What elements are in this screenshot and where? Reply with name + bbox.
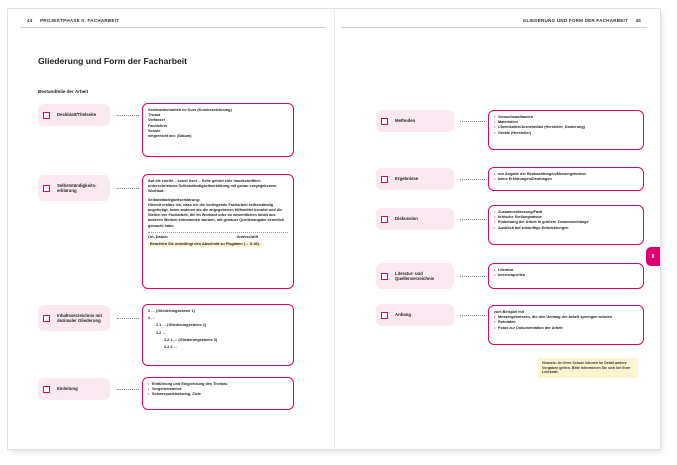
checkbox-diskussion[interactable] bbox=[381, 216, 388, 223]
label-diskussion-text: Diskussion bbox=[395, 216, 418, 222]
section-tab[interactable]: II bbox=[646, 247, 660, 266]
label-selbststaendigkeitserklaerung-text: Selbstständigkeits- erklärung bbox=[57, 182, 97, 193]
deckblatt-line: Verfasser bbox=[148, 118, 166, 123]
content-box-literaturverzeichnis bbox=[488, 263, 644, 289]
list-item: • Fotos zur Dokumentation der Arbeit bbox=[494, 326, 638, 331]
left-header-rule bbox=[20, 27, 326, 28]
checkbox-ergebnisse[interactable] bbox=[381, 176, 388, 183]
list-item: • Chemikalien/Arzneimittel (Hersteller, Dosierung) bbox=[494, 125, 638, 130]
label-literaturverzeichnis-text: Literatur- und Quellenverzeichnis bbox=[395, 270, 435, 281]
list-item: • Internetquellen bbox=[494, 273, 638, 278]
outline-level-1: 2 … bbox=[148, 316, 155, 321]
outline-level-2: 2.2 … bbox=[156, 330, 167, 335]
list-item: • Ausblick auf zukünftige Entwicklungen bbox=[494, 226, 638, 231]
content-box-methoden bbox=[488, 110, 644, 150]
declaration-example-text: Hiermit erkläre ich, dass ich die vorliegende Facharbeit selbstständig angefertigt, keine anderen als die angegebenen Hilfsmittel benutzt und die Stellen der Facharbeit, die im Wortlaut oder im wesentlichen Inhalt aus anderen Werken entnommen wurden, mit genauer Quellenangabe kenntlich gemacht habe. bbox=[148, 202, 285, 228]
content-box-ergebnisse bbox=[488, 167, 644, 191]
left-page-number: 44 bbox=[27, 18, 33, 23]
signature-label: Unterschrift bbox=[236, 234, 258, 239]
school-note: Hinweis: An Ihrer Schule können im Detail andere Vorgaben gelten. Bitte informieren Sie sich bei Ihrer Lehrkraft. bbox=[538, 358, 638, 378]
leader-dots bbox=[117, 188, 139, 189]
leader-dots bbox=[460, 179, 485, 180]
anhang-list bbox=[494, 315, 638, 331]
leader-dots bbox=[117, 389, 139, 390]
leader-dots bbox=[117, 115, 139, 116]
list-item: • Messergebnissen, die den Umfang der Arbeit sprengen würden bbox=[494, 315, 638, 320]
page-fold bbox=[334, 9, 335, 449]
left-running-title: PROJEKTPHASE II: FACHARBEIT bbox=[40, 18, 120, 23]
label-literaturverzeichnis bbox=[376, 263, 454, 289]
label-selbststaendigkeitserklaerung bbox=[38, 175, 110, 201]
list-item: • keine Erklärungen/Deutungen bbox=[494, 177, 638, 182]
list-item: • Rohdaten bbox=[494, 320, 638, 325]
content-box-anhang bbox=[488, 305, 644, 345]
leader-dots bbox=[460, 276, 485, 277]
list-item: • Materialien bbox=[494, 120, 638, 125]
leader-dots bbox=[460, 121, 485, 122]
content-box-inhaltsverzeichnis bbox=[142, 304, 294, 366]
label-inhaltsverzeichnis-text: Inhaltsverzeichnis mit dezimaler Gliederung bbox=[57, 312, 102, 323]
signature-line bbox=[148, 232, 288, 233]
declaration-example-heading: Selbstständigkeitserklärung: bbox=[148, 197, 201, 202]
checkbox-literaturverzeichnis[interactable] bbox=[381, 273, 388, 280]
label-ergebnisse bbox=[376, 168, 454, 190]
right-page-number: 45 bbox=[635, 18, 641, 23]
list-item: • Einführung und Eingrenzung des Themas bbox=[148, 382, 288, 387]
checkbox-inhaltsverzeichnis[interactable] bbox=[43, 315, 50, 322]
content-box-diskussion bbox=[488, 205, 644, 245]
label-einleitung bbox=[38, 378, 110, 400]
list-item: • nur Angabe der Beobachtungen/Messergebnisse bbox=[494, 172, 638, 177]
list-item: • Einbettung der Arbeit in größere Zusammenhänge bbox=[494, 220, 638, 225]
right-running-header bbox=[523, 18, 647, 23]
leader-dots bbox=[117, 318, 139, 319]
page-title: Gliederung und Form der Facharbeit bbox=[38, 56, 187, 66]
label-anhang-text: Anhang bbox=[395, 312, 411, 318]
deckblatt-line: Schule bbox=[148, 128, 161, 133]
label-deckblatt bbox=[38, 104, 110, 126]
leader-dots bbox=[460, 219, 485, 220]
ergebnisse-list bbox=[494, 172, 638, 182]
label-diskussion bbox=[376, 208, 454, 230]
label-deckblatt-text: Deckblatt/Titelseite bbox=[57, 112, 97, 118]
label-einleitung-text: Einleitung bbox=[57, 386, 78, 392]
literatur-list bbox=[494, 268, 638, 278]
list-item: • Geräte (Hersteller) bbox=[494, 131, 638, 136]
plagiarism-hint: Beachten Sie unbedingt den Abschnitt zu Plagiaten (→ S.46). bbox=[150, 242, 260, 247]
list-item: • Schwerpunktsetzung, Ziele bbox=[148, 392, 288, 397]
outline-level-3: 2.2.1 … (Gliederungsebene 3) bbox=[164, 337, 218, 342]
outline-level-2: 2.1 … (Gliederungsebene 2) bbox=[156, 323, 207, 328]
outline-level-1: 1 … (Gliederungsebene 1) bbox=[148, 309, 195, 313]
list-item: • kritische Stellungnahme bbox=[494, 215, 638, 220]
content-box-deckblatt bbox=[142, 103, 294, 157]
label-anhang bbox=[376, 304, 454, 326]
section-subheading: Bestandteile der Arbeit bbox=[38, 89, 89, 94]
declaration-intro: Auf die zweite – sonst leere – Seite gehört eine handschriftlich unterschriebene Selbstständigkeitserklärung mit genau vorgegebenem Wortlaut: bbox=[148, 179, 277, 194]
label-methoden-text: Methoden bbox=[395, 118, 416, 124]
checkbox-methoden[interactable] bbox=[381, 118, 388, 125]
list-item: • Literatur bbox=[494, 268, 638, 273]
leader-dots bbox=[460, 315, 485, 316]
deckblatt-line: Thema bbox=[148, 113, 161, 118]
diskussion-list bbox=[494, 210, 638, 231]
einleitung-list bbox=[148, 382, 288, 398]
methoden-list bbox=[494, 115, 638, 136]
deckblatt-line: Fachlehrer bbox=[148, 123, 168, 128]
content-box-selbststaendigkeitserklaerung bbox=[142, 174, 294, 289]
outline-level-3: 2.2.2 … bbox=[164, 345, 178, 350]
right-header-rule bbox=[341, 27, 647, 28]
checkbox-deckblatt[interactable] bbox=[43, 112, 50, 119]
left-running-header bbox=[21, 18, 119, 23]
place-date-label: Ort, Datum bbox=[148, 234, 168, 239]
content-box-einleitung bbox=[142, 377, 294, 410]
checkbox-anhang[interactable] bbox=[381, 312, 388, 319]
list-item: • Versuchsaufbauten bbox=[494, 115, 638, 120]
anhang-intro: zum Beispiel mit bbox=[494, 310, 524, 314]
right-running-title: GLIEDERUNG UND FORM DER FACHARBEIT bbox=[522, 18, 628, 23]
checkbox-selbststaendigkeitserklaerung[interactable] bbox=[43, 185, 50, 192]
label-ergebnisse-text: Ergebnisse bbox=[395, 176, 419, 182]
book-spread bbox=[8, 9, 660, 449]
label-inhaltsverzeichnis bbox=[38, 305, 110, 331]
list-item: • Zusammenfassung/Fazit bbox=[494, 210, 638, 215]
checkbox-einleitung[interactable] bbox=[43, 386, 50, 393]
deckblatt-line: Seminarfacharbeit im Kurs (Kursbezeichnung) bbox=[148, 108, 232, 112]
deckblatt-line: eingereicht am: (Datum) bbox=[148, 134, 192, 139]
list-item: • Vorgehensweise bbox=[148, 387, 288, 392]
label-methoden bbox=[376, 110, 454, 132]
